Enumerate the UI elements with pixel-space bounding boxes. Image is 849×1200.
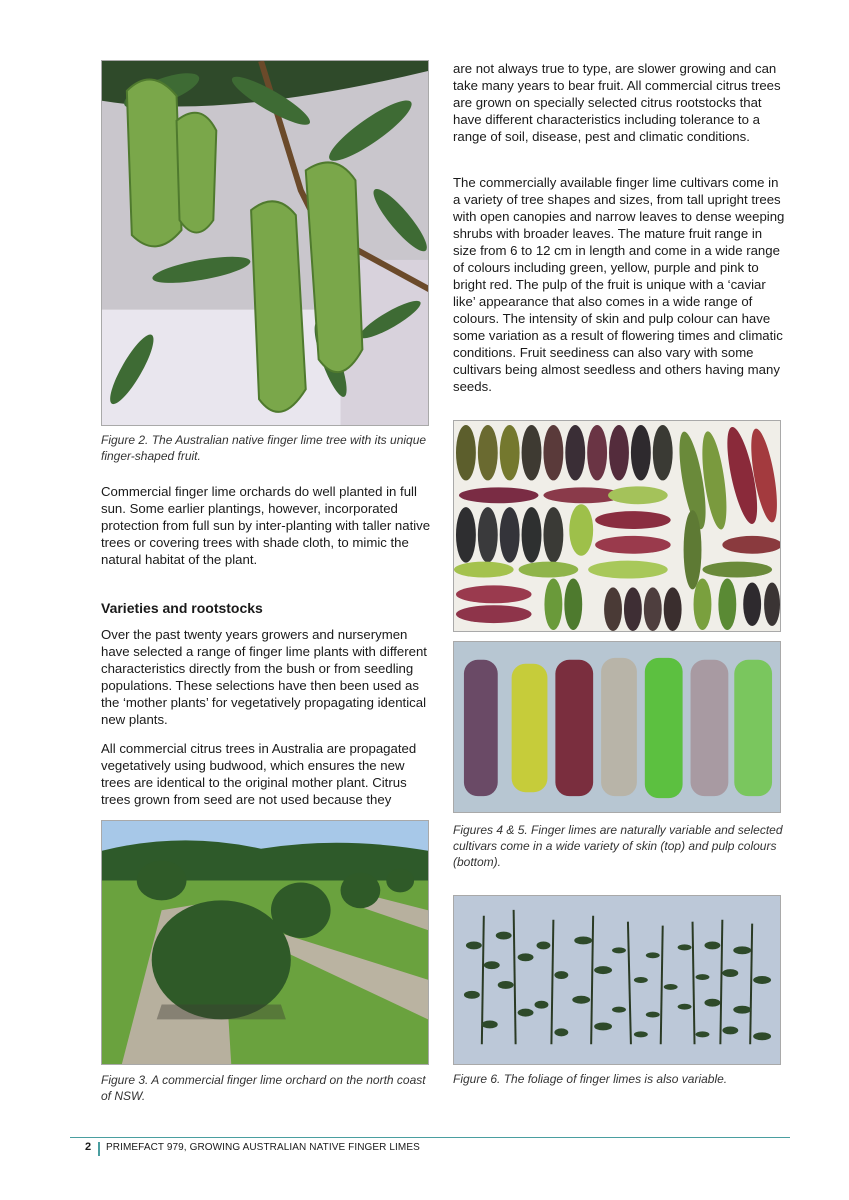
left-paragraph-1: Commercial finger lime orchards do well planted in full sun. Some earlier plantings, however, incorporated protection from full sun by inter-planting with taller native trees or covering trees with shade cloth, to mimic the natural habitat of the plant.	[101, 484, 431, 567]
figure2-caption: Figure 2. The Australian native finger lime tree with its unique finger-shaped fruit.	[101, 433, 427, 463]
footer-title: PRIMEFACT 979, GROWING AUSTRALIAN NATIVE FINGER LIMES	[106, 1142, 420, 1153]
figure2-photo	[101, 60, 429, 426]
left-paragraph-3: All commercial citrus trees in Australia are propagated vegetatively using budwood, which ensures the new trees are identical to the original mother plant. Citrus trees grown from seed are not used because they	[101, 741, 417, 807]
right-paragraph-2: The commercially available finger lime cultivars come in a variety of tree shapes and sizes, from tall upright trees with open canopies and narrow leaves to dense weeping shrubs with broader leaves. The mature fruit range in size from 6 to 12 cm in length and come in a wide range of colours including green, yellow, purple and pink to bright red. The pulp of the fruit is unique with a ‘caviar like’ appearance that also comes in a wide range of colours. The intensity of skin and pulp colour can have some variation as a result of flowering times and climatic conditions. Fruit seediness can also vary with some cultivars being almost seedless and others having many seeds.	[453, 175, 785, 394]
figure4-photo	[453, 420, 781, 632]
section-heading: Varieties and rootstocks	[101, 600, 263, 616]
figure6-caption: Figure 6. The foliage of finger limes is also variable.	[453, 1072, 728, 1086]
footer-divider	[98, 1142, 100, 1156]
figure45-caption: Figures 4 & 5. Finger limes are naturally variable and selected cultivars come in a wide variety of skin (top) and pulp colours (bottom).	[453, 823, 783, 869]
footer-rule	[70, 1137, 790, 1138]
figure3-caption: Figure 3. A commercial finger lime orchard on the north coast of NSW.	[101, 1073, 426, 1103]
left-paragraph-2: Over the past twenty years growers and nurserymen have selected a range of finger lime plants with different characteristics directly from the bush or from seedling populations. These selections have then been used as the ‘mother plants’ for vegetatively propagating identical new plants.	[101, 627, 427, 727]
page-number: 2	[85, 1141, 92, 1153]
figure5-photo	[453, 641, 781, 813]
figure3-photo	[101, 820, 429, 1065]
figure6-photo	[453, 895, 781, 1065]
right-paragraph-1: are not always true to type, are slower growing and can take many years to bear fruit. All commercial citrus trees are grown on specially selected citrus rootstocks that have different characteristics including tolerance to a range of soil, disease, pest and climatic conditions.	[453, 61, 781, 144]
